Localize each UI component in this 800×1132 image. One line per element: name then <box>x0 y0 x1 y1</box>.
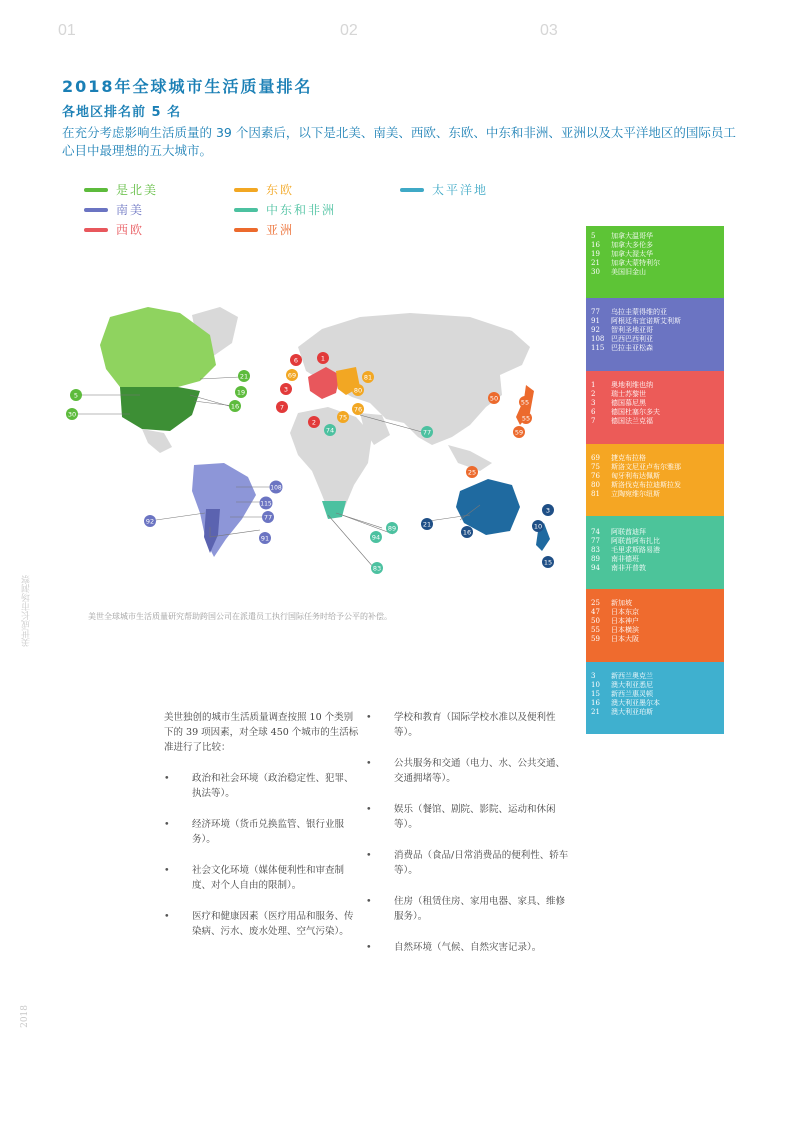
marker-label: 55 <box>520 398 530 407</box>
marker-label: 89 <box>387 524 397 533</box>
legend-label: 亚洲 <box>266 223 295 237</box>
body-left-column <box>164 710 360 955</box>
list-item: 25 新加坡 <box>591 599 632 607</box>
marker-label: 25 <box>467 468 477 477</box>
page-title: 2018年全球城市生活质量排名 <box>62 77 313 96</box>
list-item: • 医疗和健康因素（医疗用品和服务、传染病、污水、废水处理、空气污染）。 <box>164 909 360 939</box>
list-item: 69 捷克布拉格 <box>591 454 646 462</box>
list-item: 1 奥地利维也纳 <box>591 381 653 389</box>
marker-label: 21 <box>239 372 249 381</box>
list-item: 55 日本横滨 <box>591 626 639 634</box>
body-right-column <box>366 710 572 971</box>
list-item: 7 德国法兰克福 <box>591 417 653 425</box>
list-item: 91 阿根廷布宜诺斯艾利斯 <box>591 317 681 325</box>
tab-02[interactable]: 02 <box>340 22 358 39</box>
list-item: 5 加拿大温哥华 <box>591 232 653 240</box>
marker-label: 75 <box>338 413 348 422</box>
marker-label: 94 <box>371 533 381 542</box>
list-item: 59 日本大阪 <box>591 635 639 643</box>
marker-label: 50 <box>489 394 499 403</box>
legend-swatch <box>234 188 258 192</box>
list-item: • 学校和教育（国际学校水准以及便利性等）。 <box>366 710 572 740</box>
marker-label: 69 <box>287 371 297 380</box>
marker-label: 55 <box>521 414 531 423</box>
legend-swatch <box>400 188 424 192</box>
list-item: 3 新西兰奥克兰 <box>591 672 653 680</box>
panel-middle-east-africa <box>586 516 724 589</box>
list-item: • 消费品（食品/日常消费品的便利性、轿车等）。 <box>366 848 572 878</box>
legend-asia <box>234 221 294 238</box>
marker-label: 92 <box>145 517 155 526</box>
landmass-central-america <box>142 429 172 453</box>
list-item: 80 斯洛伐克布拉迪斯拉发 <box>591 481 681 489</box>
legend-swatch <box>234 228 258 232</box>
list-item: 94 南非开普敦 <box>591 564 646 572</box>
world-map <box>60 295 580 585</box>
marker-label: 16 <box>462 528 472 537</box>
region-south-america <box>192 463 256 557</box>
list-item: • 娱乐（餐馆、剧院、影院、运动和休闲等）。 <box>366 802 572 832</box>
legend-label: 中东和非洲 <box>266 203 337 217</box>
panel-north-america <box>586 226 724 298</box>
list-item: 75 斯洛文尼亚卢布尔雅那 <box>591 463 681 471</box>
list-item: 16 澳大利亚墨尔本 <box>591 699 660 707</box>
marker-label: 21 <box>422 520 432 529</box>
factor-list-left <box>164 771 360 939</box>
legend-swatch <box>84 228 108 232</box>
list-item: • 社会文化环境（媒体便利性和审查制度、对个人自由的限制）。 <box>164 863 360 893</box>
legend-swatch <box>84 208 108 212</box>
legend-north-america <box>84 181 158 198</box>
marker-label: 6 <box>293 356 299 365</box>
list-item: 16 加拿大多伦多 <box>591 241 653 249</box>
tab-03[interactable]: 03 <box>540 22 558 39</box>
map-caption: 美世全球城市生活质量研究帮助跨国公司在派遣员工执行国际任务时给予公平的补偿。 <box>88 612 392 621</box>
marker-label: 77 <box>263 513 273 522</box>
marker-label: 108 <box>270 484 282 492</box>
list-item: 21 加拿大蒙特利尔 <box>591 259 660 267</box>
list-item: 10 澳大利亚悉尼 <box>591 681 653 689</box>
panel-western-europe <box>586 371 724 444</box>
marker-label: 16 <box>230 402 240 411</box>
panel-pacific <box>586 662 724 734</box>
list-item: 77 乌拉圭蒙得维的亚 <box>591 308 667 316</box>
list-item: 76 匈牙利布达佩斯 <box>591 472 660 480</box>
marker-label: 19 <box>236 388 246 397</box>
legend-south-america <box>84 201 144 218</box>
marker-label: 80 <box>353 386 363 395</box>
legend-swatch <box>84 188 108 192</box>
legend-eastern-europe <box>234 181 294 198</box>
legend-label: 东欧 <box>266 183 295 197</box>
marker-label: 77 <box>422 428 432 437</box>
marker-label: 59 <box>514 428 524 437</box>
panel-asia <box>586 589 724 662</box>
marker-label: 1 <box>320 354 326 363</box>
panel-south-america <box>586 298 724 371</box>
factor-list-right <box>366 710 572 955</box>
legend-label: 太平洋地 <box>432 183 489 197</box>
marker-label: 76 <box>353 405 363 414</box>
list-item: 30 美国旧金山 <box>591 268 646 276</box>
list-item: 108 巴西巴西利亚 <box>591 335 653 343</box>
list-item: 77 阿联酋阿布扎比 <box>591 537 660 545</box>
list-item: 81 立陶宛维尔纽斯 <box>591 490 660 498</box>
body-intro: 美世独创的城市生活质量调查按照 10 个类别下的 39 项因素，对全球 450 个城市的生活标准进行了比较： <box>164 712 359 753</box>
list-item: • 政治和社会环境（政治稳定性、犯罪、执法等）。 <box>164 771 360 801</box>
list-item: 115 巴拉圭亚松森 <box>591 344 653 352</box>
legend-label: 是北美 <box>116 183 159 197</box>
marker-label: 2 <box>311 418 317 427</box>
legend-middle-east-africa <box>234 201 336 218</box>
landmass-africa <box>290 407 372 515</box>
list-item: 2 瑞士苏黎世 <box>591 390 646 398</box>
list-item: 19 加拿大渥太华 <box>591 250 653 258</box>
list-item: • 经济环境（货币兑换监管、银行业服务）。 <box>164 817 360 847</box>
list-item: 74 阿联酋迪拜 <box>591 528 646 536</box>
marker-label: 3 <box>545 506 551 515</box>
list-item: 83 毛里求斯路易港 <box>591 546 660 554</box>
list-item: 21 澳大利亚珀斯 <box>591 708 653 716</box>
panel-eastern-europe <box>586 444 724 516</box>
legend-western-europe <box>84 221 144 238</box>
list-item: 15 新西兰惠灵顿 <box>591 690 653 698</box>
side-label-year: 2018 <box>20 1005 30 1028</box>
marker-label: 7 <box>279 403 285 412</box>
list-item: • 住房（租赁住房、家用电器、家具、维修服务）。 <box>366 894 572 924</box>
tab-01[interactable]: 01 <box>58 22 76 39</box>
marker-label: 30 <box>67 410 77 419</box>
list-item: • 自然环境（气候、自然灾害记录）。 <box>366 940 572 955</box>
region-usa <box>120 387 200 431</box>
marker-label: 10 <box>533 522 543 531</box>
region-south-africa <box>322 501 346 519</box>
marker-label: 5 <box>73 391 79 400</box>
marker-label: 3 <box>283 385 289 394</box>
marker-label: 91 <box>260 534 270 543</box>
legend-swatch <box>234 208 258 212</box>
list-item: • 公共服务和交通（电力、水、公共交通、交通拥堵等）。 <box>366 756 572 786</box>
list-item: 92 智利圣地亚哥 <box>591 326 653 334</box>
marker-label: 115 <box>260 500 272 508</box>
marker-label: 83 <box>372 564 382 573</box>
page-subtitle: 各地区排名前 5 名 <box>62 105 182 120</box>
list-item: 6 德国杜塞尔多夫 <box>591 408 660 416</box>
marker-label: 74 <box>325 426 335 435</box>
list-item: 50 日本神户 <box>591 617 639 625</box>
list-item: 89 南非德班 <box>591 555 639 563</box>
list-item: 47 日本东京 <box>591 608 639 616</box>
side-label-top: 美世成长市场洞察 <box>22 575 32 647</box>
marker-label: 15 <box>543 558 553 567</box>
list-item: 3 德国慕尼黑 <box>591 399 646 407</box>
legend-label: 南美 <box>116 203 145 217</box>
legend-label: 西欧 <box>116 223 145 237</box>
intro-paragraph: 在充分考虑影响生活质量的 39 个因素后，以下是北美、南美、西欧、东欧、中东和非洲、亚洲以及太平洋地区的国际员工心目中最理想的五大城市。 <box>62 125 736 158</box>
marker-label: 81 <box>363 373 373 382</box>
legend-pacific <box>400 181 488 198</box>
